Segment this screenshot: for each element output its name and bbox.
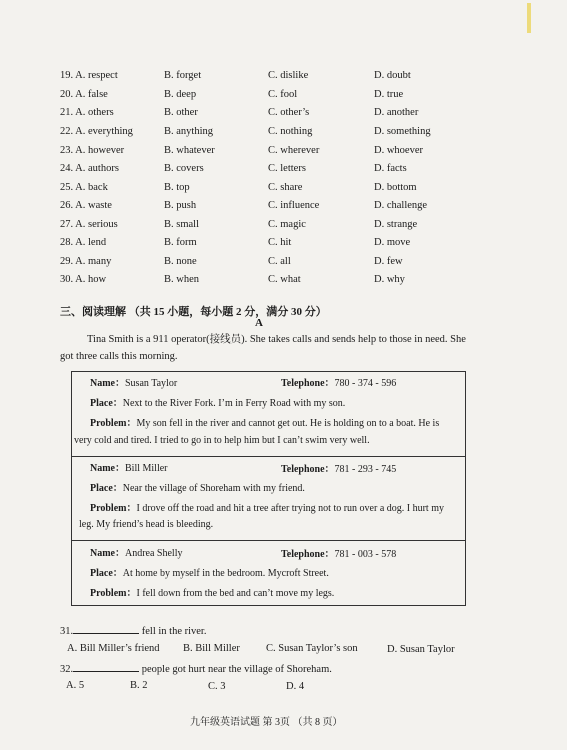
call-3-problem (90, 584, 334, 599)
call-1-name (90, 374, 177, 389)
option-c: C. nothing (268, 126, 313, 137)
telephone-label: Telephone： (281, 464, 335, 475)
name-label: Name： (90, 378, 125, 389)
option-a: 25. A. back (60, 182, 108, 193)
intro-line-2: got three calls this morning. (60, 351, 178, 362)
option-a: 30. A. how (60, 274, 107, 285)
option-d: D. few (374, 256, 403, 267)
table-divider (72, 540, 465, 541)
section-title: 三、阅读理解 （共 15 小题，每小题 2 分，满分 30 分） (60, 306, 327, 318)
problem-text: My son fell in the river and cannot get out. He is holding on to a boat. He is (136, 418, 440, 429)
option-row (0, 70, 567, 88)
question-text: fell in the river. (141, 626, 207, 637)
option-b: B. when (164, 274, 199, 285)
answer-blank (73, 624, 139, 634)
highlighter-mark (527, 3, 531, 33)
call-3-telephone (281, 545, 396, 560)
option-c: C. letters (268, 163, 306, 174)
option-d: D. challenge (374, 200, 428, 211)
option-c: C. other’s (268, 107, 310, 118)
option-c: C. magic (268, 219, 306, 230)
option-c: C. what (268, 274, 301, 285)
option-b: B. anything (164, 126, 213, 137)
option-a: 24. A. authors (60, 163, 119, 174)
call-2-place (90, 479, 305, 494)
place-label: Place： (90, 568, 123, 579)
q31-option-c: C. Susan Taylor’s son (266, 643, 358, 654)
option-c: C. all (268, 256, 291, 267)
caller-name: Bill Miller (125, 463, 168, 474)
option-a: 29. A. many (60, 256, 112, 267)
option-b: B. form (164, 237, 197, 248)
caller-name: Susan Taylor (125, 378, 178, 389)
place-label: Place： (90, 483, 123, 494)
q32-option-b: B. 2 (130, 680, 148, 691)
telephone-number: 781 - 003 - 578 (334, 549, 397, 560)
call-3-name (90, 544, 183, 559)
q32-option-c: C. 3 (208, 681, 226, 692)
option-a: 26. A. waste (60, 200, 112, 211)
calls-table (71, 371, 466, 606)
option-d: D. why (374, 274, 405, 285)
q31-option-a: A. Bill Miller’s friend (67, 643, 160, 654)
option-b: B. none (164, 256, 197, 267)
name-label: Name： (90, 463, 125, 474)
answer-blank (73, 662, 139, 672)
q31-option-b: B. Bill Miller (183, 643, 240, 654)
table-divider (72, 456, 465, 457)
option-b: B. push (164, 200, 197, 211)
option-c: C. dislike (268, 70, 309, 81)
question-number: 31. (60, 626, 74, 637)
option-row (0, 145, 567, 163)
question-number: 32. (60, 664, 74, 675)
q31-option-d: D. Susan Taylor (387, 644, 455, 655)
option-c: C. fool (268, 89, 298, 100)
intro-line-1: Tina Smith is a 911 operator(接线员). She takes calls and sends help to those in need. She (87, 334, 466, 345)
option-d: D. bottom (374, 182, 417, 193)
question-32-stem (60, 662, 332, 675)
name-label: Name： (90, 548, 125, 559)
page-footer: 九年级英语试题 第 3页 （共 8 页） (190, 717, 343, 728)
option-d: D. move (374, 237, 411, 248)
option-a: 23. A. however (60, 145, 125, 156)
problem-text: I drove off the road and hit a tree after trying not to run over a dog. I hurt my (136, 503, 444, 514)
option-row (0, 163, 567, 181)
place-text: Near the village of Shoreham with my friend. (122, 483, 305, 494)
call-1-telephone (281, 374, 396, 389)
option-row (0, 274, 567, 292)
option-a: 20. A. false (60, 89, 108, 100)
option-b: B. top (164, 182, 190, 193)
call-2-telephone (281, 460, 396, 475)
problem-label: Problem： (90, 418, 137, 429)
option-d: D. another (374, 107, 419, 118)
place-text: Next to the River Fork. I’m in Ferry Road with my son. (122, 398, 346, 409)
option-d: D. something (374, 126, 431, 137)
option-row (0, 89, 567, 107)
call-2-name (90, 459, 168, 474)
place-text: At home by myself in the bedroom. Mycroft Street. (122, 568, 329, 579)
option-d: D. strange (374, 219, 418, 230)
option-row (0, 126, 567, 144)
option-a: 22. A. everything (60, 126, 133, 137)
option-a: 21. A. others (60, 107, 114, 118)
option-b: B. whatever (164, 145, 215, 156)
option-b: B. deep (164, 89, 197, 100)
option-c: C. hit (268, 237, 292, 248)
call-1-problem-cont: very cold and tired. I tried to go in to help him but I can’t swim very well. (74, 435, 370, 446)
telephone-number: 780 - 374 - 596 (334, 378, 397, 389)
option-row (0, 219, 567, 237)
problem-label: Problem： (90, 588, 137, 599)
telephone-label: Telephone： (281, 378, 335, 389)
option-b: B. forget (164, 70, 202, 81)
option-a: 28. A. lend (60, 237, 107, 248)
option-b: B. covers (164, 163, 204, 174)
option-d: D. true (374, 89, 404, 100)
option-row (0, 182, 567, 200)
call-1-problem (90, 414, 439, 429)
option-d: D. facts (374, 163, 407, 174)
option-a: 27. A. serious (60, 219, 118, 230)
telephone-number: 781 - 293 - 745 (334, 464, 397, 475)
option-b: B. other (164, 107, 198, 118)
call-2-problem (90, 499, 444, 514)
place-label: Place： (90, 398, 123, 409)
option-a: 19. A. respect (60, 70, 118, 81)
caller-name: Andrea Shelly (125, 548, 183, 559)
option-d: D. whoever (374, 145, 423, 156)
option-b: B. small (164, 219, 200, 230)
option-row (0, 256, 567, 274)
telephone-label: Telephone： (281, 549, 335, 560)
option-c: C. wherever (268, 145, 320, 156)
question-31-stem (60, 624, 206, 637)
call-2-problem-cont: leg. My friend’s head is bleeding. (79, 519, 214, 530)
problem-label: Problem： (90, 503, 137, 514)
call-3-place (90, 564, 329, 579)
option-row (0, 107, 567, 125)
call-1-place (90, 394, 345, 409)
option-c: C. share (268, 182, 303, 193)
q32-option-a: A. 5 (66, 680, 85, 691)
problem-text: I fell down from the bed and can’t move my legs. (136, 588, 335, 599)
q32-option-d: D. 4 (286, 681, 305, 692)
passage-label: A (255, 317, 263, 329)
option-row (0, 237, 567, 255)
option-d: D. doubt (374, 70, 411, 81)
option-row (0, 200, 567, 218)
question-text: people got hurt near the village of Shoreham. (141, 664, 332, 675)
option-c: C. influence (268, 200, 320, 211)
